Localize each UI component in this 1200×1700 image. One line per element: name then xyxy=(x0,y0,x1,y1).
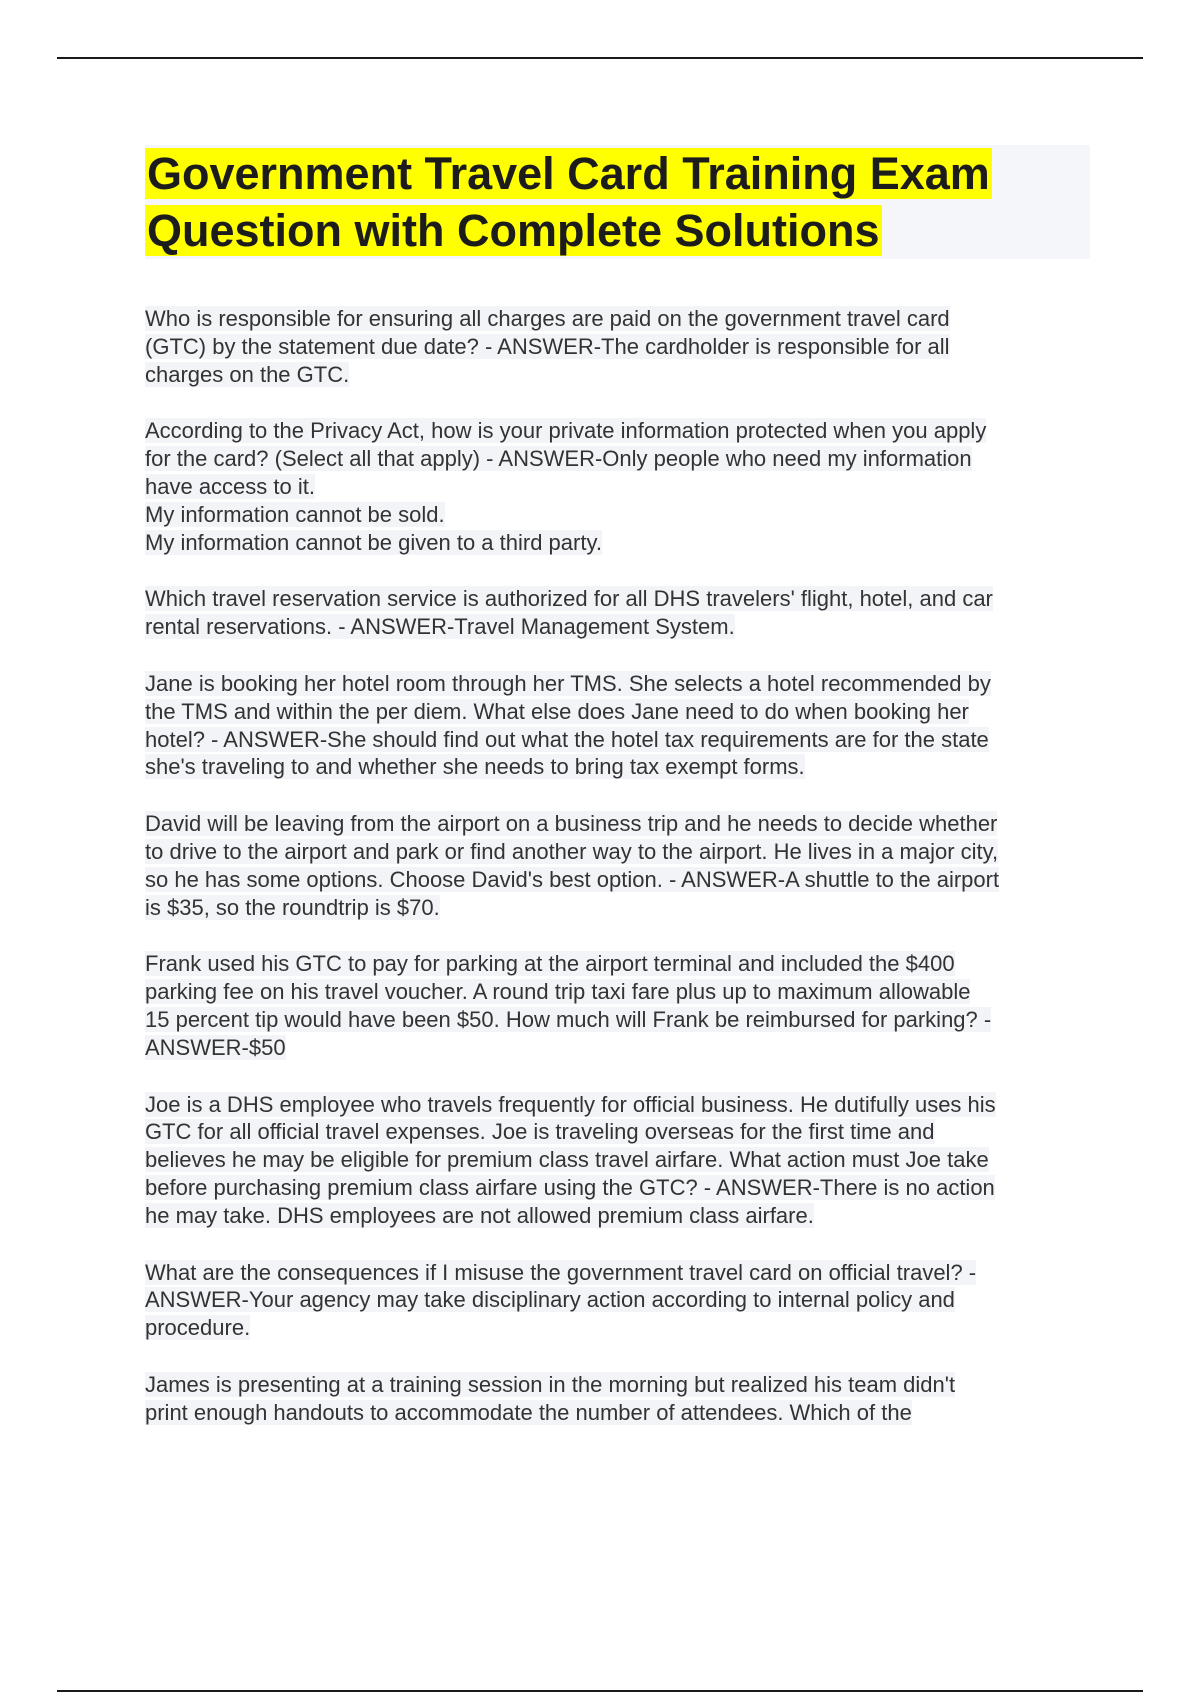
title-block xyxy=(145,145,1090,259)
top-rule xyxy=(57,57,1143,59)
qa-line: Which travel reservation service is authorized for all DHS travelers' flight, hotel, and car xyxy=(145,586,993,612)
qa-item xyxy=(145,417,1090,556)
qa-item xyxy=(145,1091,1090,1230)
qa-line: parking fee on his travel voucher. A round trip taxi fare plus up to maximum allowable xyxy=(145,979,971,1005)
qa-line: According to the Privacy Act, how is your private information protected when you apply xyxy=(145,418,987,444)
qa-line: so he has some options. Choose David's best option. - ANSWER-A shuttle to the airport xyxy=(145,866,1000,892)
qa-line: Joe is a DHS employee who travels frequently for official business. He dutifully uses his xyxy=(145,1091,996,1117)
qa-item xyxy=(145,670,1090,781)
qa-line: the TMS and within the per diem. What else does Jane need to do when booking her xyxy=(145,698,969,724)
title-line: Question with Complete Solutions xyxy=(147,205,880,256)
qa-line: for the card? (Select all that apply) - ANSWER-Only people who need my information xyxy=(145,446,972,472)
qa-item xyxy=(145,1371,1090,1427)
qa-line: before purchasing premium class airfare using the GTC? - ANSWER-There is no action xyxy=(145,1174,995,1200)
qa-line: to drive to the airport and park or find another way to the airport. He lives in a major city, xyxy=(145,838,999,864)
qa-line: she's traveling to and whether she needs to bring tax exempt forms. xyxy=(145,754,805,780)
qa-line: charges on the GTC. xyxy=(145,361,350,387)
qa-line: print enough handouts to accommodate the number of attendees. Which of the xyxy=(145,1399,912,1425)
qa-line: Frank used his GTC to pay for parking at the airport terminal and included the $400 xyxy=(145,951,955,977)
qa-line: believes he may be eligible for premium class travel airfare. What action must Joe take xyxy=(145,1147,989,1173)
qa-line: 15 percent tip would have been $50. How much will Frank be reimbursed for parking? - xyxy=(145,1006,992,1032)
qa-line: have access to it. xyxy=(145,473,315,499)
qa-line: Jane is booking her hotel room through her TMS. She selects a hotel recommended by xyxy=(145,670,991,696)
qa-item xyxy=(145,585,1090,641)
qa-line: hotel? - ANSWER-She should find out what the hotel tax requirements are for the state xyxy=(145,726,989,752)
qa-line: GTC for all official travel expenses. Joe is traveling overseas for the first time and xyxy=(145,1119,935,1145)
qa-line: My information cannot be sold. xyxy=(145,501,445,527)
qa-line: David will be leaving from the airport on a business trip and he needs to decide whether xyxy=(145,811,998,837)
qa-item xyxy=(145,810,1090,921)
document-title xyxy=(145,145,1090,259)
qa-line: procedure. xyxy=(145,1315,251,1341)
qa-line: is $35, so the roundtrip is $70. xyxy=(145,894,440,920)
qa-line: Who is responsible for ensuring all charges are paid on the government travel card xyxy=(145,306,950,331)
qa-line: My information cannot be given to a third party. xyxy=(145,529,602,555)
qa-line: he may take. DHS employees are not allowed premium class airfare. xyxy=(145,1202,814,1228)
qa-item xyxy=(145,1259,1090,1342)
qa-line: ANSWER-Your agency may take disciplinary action according to internal policy and xyxy=(145,1287,955,1313)
qa-list xyxy=(145,305,1090,1427)
qa-line: What are the consequences if I misuse the government travel card on official travel? - xyxy=(145,1259,977,1285)
qa-line: ANSWER-$50 xyxy=(145,1034,286,1060)
qa-line: James is presenting at a training session in the morning but realized his team didn't xyxy=(145,1371,956,1397)
qa-item xyxy=(145,305,1090,388)
qa-item xyxy=(145,950,1090,1061)
qa-line: (GTC) by the statement due date? - ANSWER-The cardholder is responsible for all xyxy=(145,333,950,359)
document-body xyxy=(145,145,1090,1456)
qa-line: rental reservations. - ANSWER-Travel Management System. xyxy=(145,614,735,640)
title-line: Government Travel Card Training Exam xyxy=(147,148,990,199)
bottom-rule xyxy=(57,1690,1143,1692)
